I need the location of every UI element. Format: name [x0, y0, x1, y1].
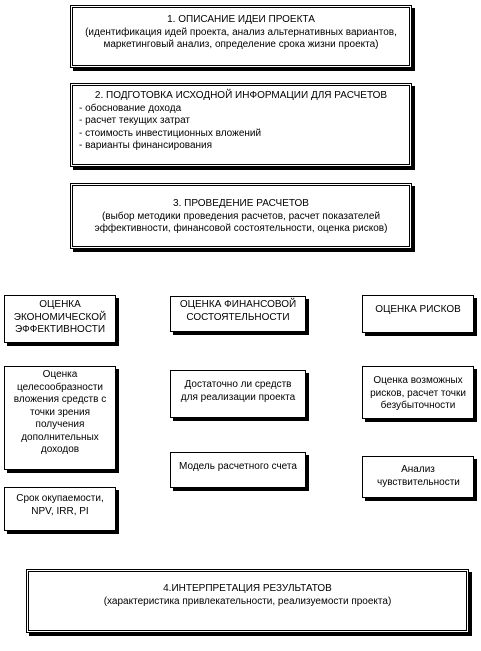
- econ-item-1-box: [4, 366, 116, 470]
- stage-4-title: 4.ИНТЕРПРЕТАЦИЯ РЕЗУЛЬТАТОВ: [163, 583, 332, 594]
- econ-item-2: Срок окупаемости, NPV, IRR, PI: [16, 493, 104, 517]
- list-item: - варианты финансирования: [79, 140, 213, 151]
- econ-item-2-box: [4, 487, 116, 531]
- risk-header-box: [362, 295, 474, 333]
- list-item: - обоснование дохода: [79, 102, 182, 114]
- stage-4-box: [26, 569, 469, 633]
- risk-header: ОЦЕНКА РИСКОВ: [375, 304, 461, 315]
- fin-header-box: [170, 296, 306, 332]
- risk-item-2: Анализ чувствительности: [377, 464, 460, 488]
- risk-item-1: Оценка возможных рисков, расчет точки безубыточности: [370, 375, 466, 411]
- stage-2-title: 2. ПОДГОТОВКА ИСХОДНОЙ ИНФОРМАЦИИ ДЛЯ РАСЧЕТОВ: [94, 90, 388, 101]
- fin-item-1-box: [170, 370, 306, 418]
- stage-2-box: [70, 83, 412, 167]
- stage-1-description: (идентификация идей проекта, анализ альтернативных вариантов, маркетинговый анализ, определение срока жизни проекта): [85, 26, 397, 50]
- list-item: - расчет текущих затрат: [79, 115, 191, 126]
- stage-3-description: (выбор методики проведения расчетов, расчет показателей эффективности, финансовой состоятельности, оценка рисков): [94, 210, 388, 234]
- fin-header: ОЦЕНКА ФИНАНСОВОЙ СОСТОЯТЕЛЬНОСТИ: [179, 299, 297, 323]
- stage-2-list: [79, 103, 403, 153]
- fin-item-2-box: [170, 452, 306, 488]
- stage-4-description: (характеристика привлекательности, реализуемости проекта): [103, 595, 392, 607]
- stage-1-title: 1. ОПИСАНИЕ ИДЕИ ПРОЕКТА: [167, 14, 315, 25]
- risk-item-2-box: [362, 456, 474, 498]
- risk-item-1-box: [362, 366, 474, 419]
- list-item: - стоимость инвестиционных вложений: [79, 127, 262, 139]
- econ-header-box: [4, 295, 116, 343]
- fin-item-2: Модель расчетного счета: [179, 461, 297, 472]
- stage-3-box: [70, 183, 412, 249]
- econ-header: ОЦЕНКА ЭКОНОМИЧЕСКОЙ ЭФФЕКТИВНОСТИ: [13, 299, 107, 335]
- stage-1-box: [70, 5, 412, 68]
- econ-item-1: Оценка целесообразности вложения средств с точки зрения получения дополнительных доходов: [13, 369, 107, 455]
- fin-item-1: Достаточно ли средств для реализации проекта: [180, 379, 296, 403]
- stage-3-title: 3. ПРОВЕДЕНИЕ РАСЧЕТОВ: [173, 198, 309, 209]
